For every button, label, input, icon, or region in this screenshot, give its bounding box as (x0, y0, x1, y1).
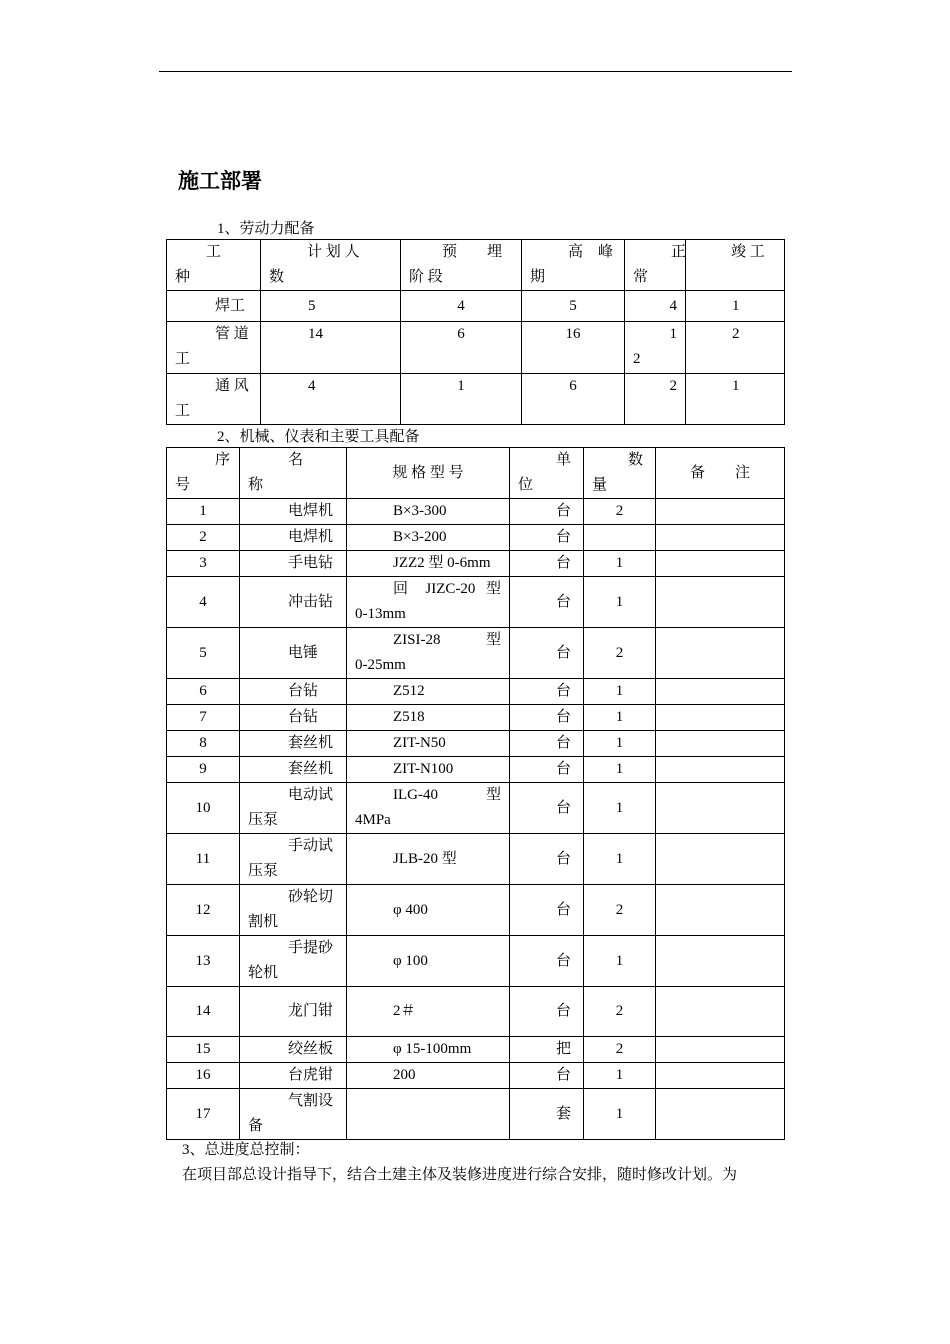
equipment-header-row (167, 448, 785, 499)
name-cell: 台钻 (240, 705, 347, 731)
no-cell: 3 (167, 551, 240, 577)
unit-cell: 台 (510, 757, 584, 783)
unit-cell: 台 (510, 679, 584, 705)
unit-cell: 台 (510, 1063, 584, 1089)
header-qty: 数 量 (584, 448, 656, 499)
labor-row (167, 322, 785, 374)
note-cell (656, 1063, 785, 1089)
note-cell (656, 936, 785, 987)
note-cell (656, 885, 785, 936)
qty-cell: 1 (584, 783, 656, 834)
no-cell: 11 (167, 834, 240, 885)
equipment-row (167, 679, 785, 705)
peak-cell: 6 (522, 374, 625, 425)
header-normal: 正 常 (625, 240, 686, 291)
note-cell (656, 577, 785, 628)
header-note: 备 注 (656, 448, 785, 499)
no-cell: 4 (167, 577, 240, 628)
no-cell: 13 (167, 936, 240, 987)
trade-cell: 管 道 工 (167, 322, 261, 374)
unit-cell: 台 (510, 885, 584, 936)
embed-cell: 4 (401, 291, 522, 322)
note-cell (656, 705, 785, 731)
labor-row (167, 291, 785, 322)
name-cell: 龙门钳 (240, 987, 347, 1037)
qty-cell: 1 (584, 936, 656, 987)
unit-cell: 台 (510, 499, 584, 525)
no-cell: 2 (167, 525, 240, 551)
name-cell: 手动试 压泵 (240, 834, 347, 885)
spec-cell: ZIT-N50 (347, 731, 510, 757)
name-cell: 电动试 压泵 (240, 783, 347, 834)
spec-cell (347, 1089, 510, 1140)
equipment-row (167, 577, 785, 628)
peak-cell: 16 (522, 322, 625, 374)
name-cell: 冲击钻 (240, 577, 347, 628)
qty-cell: 1 (584, 705, 656, 731)
name-cell: 气割设 备 (240, 1089, 347, 1140)
note-cell (656, 1089, 785, 1140)
equipment-row (167, 936, 785, 987)
equipment-row (167, 705, 785, 731)
spec-cell: B×3-300 (347, 499, 510, 525)
normal-cell: 2 (625, 374, 686, 425)
unit-cell: 台 (510, 731, 584, 757)
labor-row (167, 374, 785, 425)
equipment-row (167, 551, 785, 577)
name-cell: 砂轮切 割机 (240, 885, 347, 936)
unit-cell: 台 (510, 987, 584, 1037)
equipment-row (167, 1089, 785, 1140)
equipment-row (167, 987, 785, 1037)
name-cell: 台钻 (240, 679, 347, 705)
spec-cell: ZIT-N100 (347, 757, 510, 783)
equipment-row (167, 1037, 785, 1063)
note-cell (656, 499, 785, 525)
labor-table (166, 239, 785, 425)
equipment-row (167, 834, 785, 885)
trade-cell: 通 风 工 (167, 374, 261, 425)
unit-cell: 台 (510, 936, 584, 987)
qty-cell: 1 (584, 731, 656, 757)
unit-cell: 台 (510, 834, 584, 885)
equipment-row (167, 757, 785, 783)
header-spec: 规 格 型 号 (347, 448, 510, 499)
qty-cell: 1 (584, 577, 656, 628)
equipment-caption: 2、机械、仪表和主要工具配备 (217, 429, 420, 445)
note-cell (656, 525, 785, 551)
note-cell (656, 551, 785, 577)
note-cell (656, 783, 785, 834)
page-title: 施工部署 (178, 168, 262, 193)
peak-cell: 5 (522, 291, 625, 322)
schedule-paragraph: 在项目部总设计指导下，结合土建主体及装修进度进行综合安排，随时修改计划。为 (182, 1167, 738, 1183)
spec-cell: 2＃ (347, 987, 510, 1037)
equipment-row (167, 499, 785, 525)
spec-cell: JLB-20 型 (347, 834, 510, 885)
qty-cell: 2 (584, 885, 656, 936)
name-cell: 电焊机 (240, 499, 347, 525)
equipment-row (167, 1063, 785, 1089)
unit-cell: 台 (510, 577, 584, 628)
qty-cell: 2 (584, 1037, 656, 1063)
complete-cell: 1 (686, 291, 785, 322)
spec-cell: φ 100 (347, 936, 510, 987)
qty-cell: 1 (584, 679, 656, 705)
note-cell (656, 1037, 785, 1063)
qty-cell: 1 (584, 1089, 656, 1140)
header-trade: 工 种 (167, 240, 261, 291)
header-embed: 预 埋 阶 段 (401, 240, 522, 291)
plan-cell: 4 (261, 374, 401, 425)
qty-cell (584, 525, 656, 551)
note-cell (656, 679, 785, 705)
name-cell: 套丝机 (240, 731, 347, 757)
name-cell: 手提砂 轮机 (240, 936, 347, 987)
equipment-row (167, 885, 785, 936)
plan-cell: 14 (261, 322, 401, 374)
name-cell: 绞丝板 (240, 1037, 347, 1063)
name-cell: 电焊机 (240, 525, 347, 551)
spec-cell: Z512 (347, 679, 510, 705)
note-cell (656, 834, 785, 885)
unit-cell: 台 (510, 551, 584, 577)
no-cell: 12 (167, 885, 240, 936)
unit-cell: 台 (510, 525, 584, 551)
no-cell: 6 (167, 679, 240, 705)
qty-cell: 1 (584, 757, 656, 783)
no-cell: 16 (167, 1063, 240, 1089)
no-cell: 5 (167, 628, 240, 679)
note-cell (656, 987, 785, 1037)
unit-cell: 台 (510, 628, 584, 679)
no-cell: 7 (167, 705, 240, 731)
spec-cell: φ 15-100mm (347, 1037, 510, 1063)
trade-cell: 焊工 (167, 291, 261, 322)
note-cell (656, 757, 785, 783)
header-name: 名 称 (240, 448, 347, 499)
qty-cell: 1 (584, 1063, 656, 1089)
name-cell: 套丝机 (240, 757, 347, 783)
spec-cell: φ 400 (347, 885, 510, 936)
spec-cell: 200 (347, 1063, 510, 1089)
unit-cell: 把 (510, 1037, 584, 1063)
spec-cell: JZZ2 型 0-6mm (347, 551, 510, 577)
labor-caption: 1、劳动力配备 (217, 221, 315, 237)
qty-cell: 2 (584, 499, 656, 525)
equipment-row (167, 525, 785, 551)
qty-cell: 2 (584, 628, 656, 679)
equipment-table (166, 447, 785, 1140)
note-cell (656, 731, 785, 757)
labor-header-row (167, 240, 785, 291)
name-cell: 手电钻 (240, 551, 347, 577)
header-no: 序 号 (167, 448, 240, 499)
equipment-row (167, 731, 785, 757)
normal-cell: 4 (625, 291, 686, 322)
header-peak: 高 峰 期 (522, 240, 625, 291)
unit-cell: 台 (510, 783, 584, 834)
header-unit: 单 位 (510, 448, 584, 499)
qty-cell: 2 (584, 987, 656, 1037)
embed-cell: 6 (401, 322, 522, 374)
qty-cell: 1 (584, 834, 656, 885)
unit-cell: 套 (510, 1089, 584, 1140)
no-cell: 8 (167, 731, 240, 757)
unit-cell: 台 (510, 705, 584, 731)
note-cell (656, 628, 785, 679)
equipment-row (167, 628, 785, 679)
schedule-caption: 3、总进度总控制： (182, 1142, 310, 1158)
header-rule (159, 71, 792, 72)
spec-cell: ILG-40 型 4MPa (347, 783, 510, 834)
qty-cell: 1 (584, 551, 656, 577)
no-cell: 10 (167, 783, 240, 834)
spec-cell: ZISI-28 型 0-25mm (347, 628, 510, 679)
no-cell: 15 (167, 1037, 240, 1063)
header-plan: 计 划 人 数 (261, 240, 401, 291)
no-cell: 9 (167, 757, 240, 783)
spec-cell: 回 JIZC-20 型 0-13mm (347, 577, 510, 628)
complete-cell: 2 (686, 322, 785, 374)
complete-cell: 1 (686, 374, 785, 425)
plan-cell: 5 (261, 291, 401, 322)
name-cell: 电锤 (240, 628, 347, 679)
spec-cell: B×3-200 (347, 525, 510, 551)
no-cell: 17 (167, 1089, 240, 1140)
spec-cell: Z518 (347, 705, 510, 731)
embed-cell: 1 (401, 374, 522, 425)
no-cell: 1 (167, 499, 240, 525)
header-complete: 竣 工 (686, 240, 785, 291)
no-cell: 14 (167, 987, 240, 1037)
equipment-row (167, 783, 785, 834)
normal-cell: 1 2 (625, 322, 686, 374)
name-cell: 台虎钳 (240, 1063, 347, 1089)
